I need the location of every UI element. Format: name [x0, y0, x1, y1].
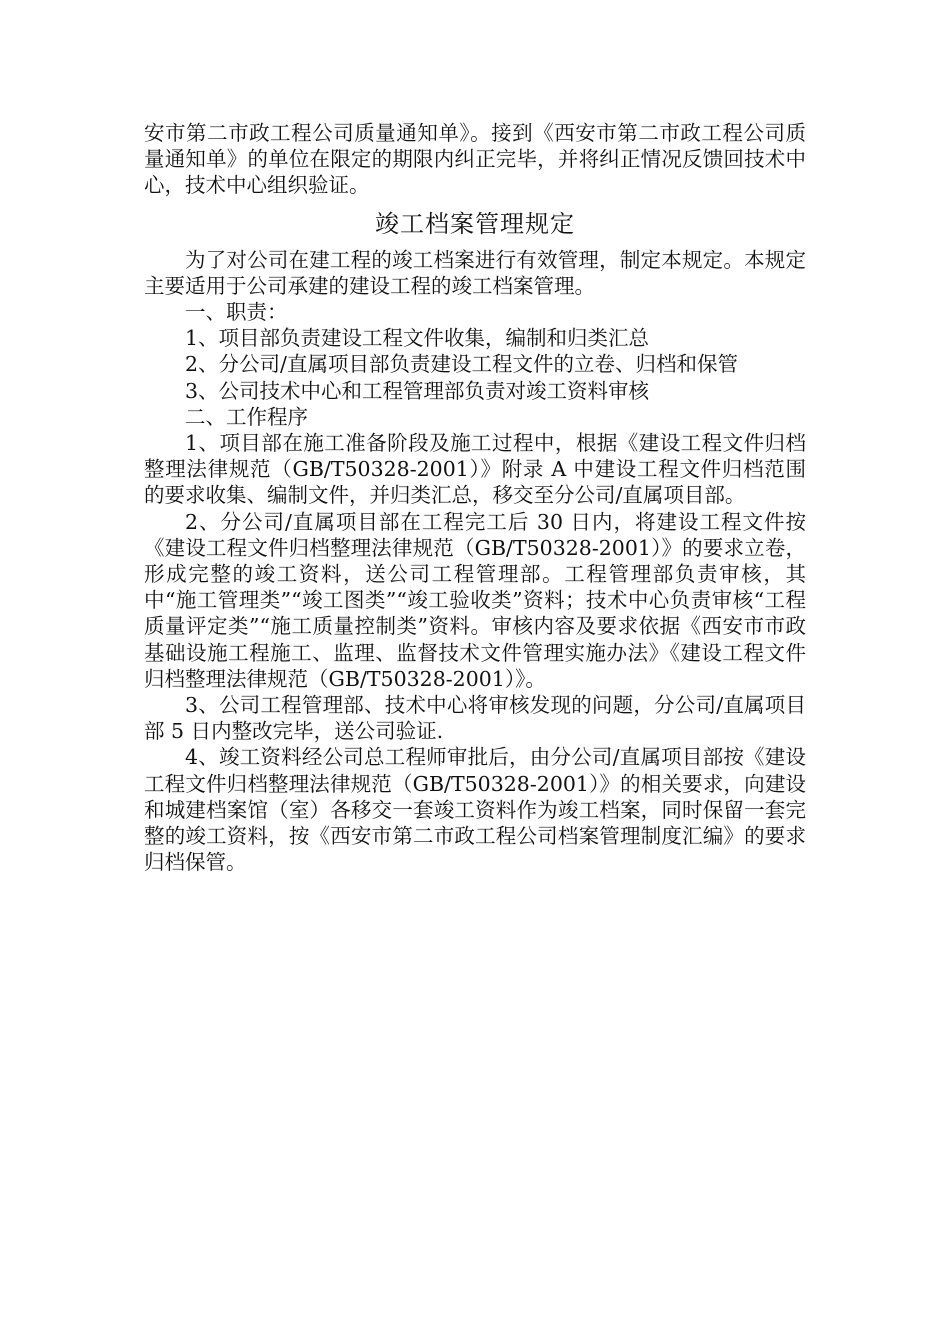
procedure-item-3: 3、公司工程管理部、技术中心将审核发现的问题，分公司/直属项目部 5 日内整改完毕，送公司验证.: [144, 693, 806, 744]
procedure-item-1: 1、项目部在施工准备阶段及施工过程中，根据《建设工程文件归档整理法律规范（GB/T50328-2001）》附录 A 中建设工程文件归档范围的要求收集、编制文件，并归类汇总，移交至分公司/直属项目部。: [144, 431, 806, 508]
heading-procedure: 二、工作程序: [185, 404, 308, 429]
intro-paragraph: 安市第二市政工程公司质量通知单》。接到《西安市第二市政工程公司质量通知单》的单位在限定的期限内纠正完毕，并将纠正情况反馈回技术中心，技术中心组织验证。: [144, 121, 806, 198]
document-body: [144, 120, 806, 875]
procedure-item-4: 4、竣工资料经公司总工程师审批后，由分公司/直属项目部按《建设工程文件归档整理法律规范（GB/T50328-2001）》的相关要求，向建设和城建档案馆（室）各移交一套竣工资料作为竣工档案，同时保留一套完整的竣工资料，按《西安市第二市政工程公司档案管理制度汇编》的要求归档保管。: [144, 745, 806, 875]
responsibility-item-1: 1、项目部负责建设工程文件收集，编制和归类汇总: [185, 326, 650, 351]
heading-responsibilities: 一、职责：: [185, 300, 288, 325]
paragraph-purpose: 为了对公司在建工程的竣工档案进行有效管理，制定本规定。本规定主要适用于公司承建的建设工程的竣工档案管理。: [144, 247, 806, 298]
responsibility-item-2: 2、分公司/直属项目部负责建设工程文件的立卷、归档和保管: [185, 352, 738, 377]
procedure-item-2: 2、分公司/直属项目部在工程完工后 30 日内，将建设工程文件按《建设工程文件归档整理法律规范（GB/T50328-2001）》的要求立卷，形成完整的竣工资料，送公司工程管理部。工程管理部负责审核，其中“施工管理类”“竣工图类”“竣工验收类”资料；技术中心负责审核“工程质量评定类”“施工质量控制类”资料。审核内容及要求依据《西安市市政基础设施工程施工、监理、监督技术文件管理实施办法》《建设工程文件归档整理法律规范（GB/T50328-2001）》。: [144, 509, 806, 691]
section-title: 竣工档案管理规定: [375, 209, 575, 238]
responsibility-item-3: 3、公司技术中心和工程管理部负责对竣工资料审核: [185, 378, 650, 403]
